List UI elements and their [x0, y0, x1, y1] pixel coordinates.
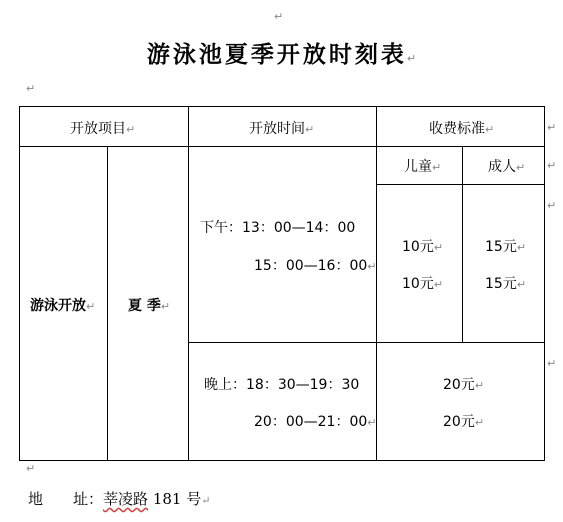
page-title: 游泳池夏季开放时刻表↵ — [146, 42, 417, 68]
cell-season-summer: 夏 季↵ — [128, 298, 171, 314]
paragraph-mark: ↵ — [406, 52, 417, 65]
header-open-item: 开放项目↵ — [70, 121, 136, 137]
address-label: 地 址： — [28, 490, 104, 508]
row-end-mark: ↵ — [547, 199, 557, 212]
row-end-mark: ↵ — [547, 357, 557, 370]
evening-slot-2: 20：00—21：00↵ — [254, 414, 377, 430]
afternoon-slot-2: 15：00—16：00↵ — [254, 258, 377, 274]
evening-slot-1: 晚上：18：30—19：30 — [204, 377, 360, 393]
adult-fee-2: 15元↵ — [485, 276, 527, 292]
row-end-mark: ↵ — [547, 159, 557, 172]
paragraph-mark: ↵ — [26, 82, 36, 95]
evening-fee-2: 20元↵ — [443, 414, 485, 430]
address-line: 地 址：莘凌路 181 号↵ — [28, 490, 211, 508]
afternoon-slot-1: 下午：13：00—14：00 — [200, 220, 356, 236]
paragraph-mark: ↵ — [26, 462, 36, 475]
header-fee-standard: 收费标准↵ — [429, 121, 495, 137]
adult-fee-1: 15元↵ — [485, 239, 527, 255]
address-number: 181 — [152, 490, 182, 508]
header-adult: 成人↵ — [488, 159, 526, 175]
address-suffix: 号 — [186, 490, 202, 508]
header-open-time: 开放时间↵ — [249, 121, 315, 137]
table-border — [20, 107, 545, 461]
header-child: 儿童↵ — [404, 159, 442, 175]
address-street: 莘凌路 — [103, 490, 149, 508]
evening-fee-1: 20元↵ — [443, 377, 485, 393]
child-fee-2: 10元↵ — [402, 276, 444, 292]
paragraph-mark: ↵ — [274, 10, 284, 23]
child-fee-1: 10元↵ — [402, 239, 444, 255]
cell-swim-open: 游泳开放↵ — [30, 298, 96, 314]
row-end-mark: ↵ — [547, 121, 557, 134]
